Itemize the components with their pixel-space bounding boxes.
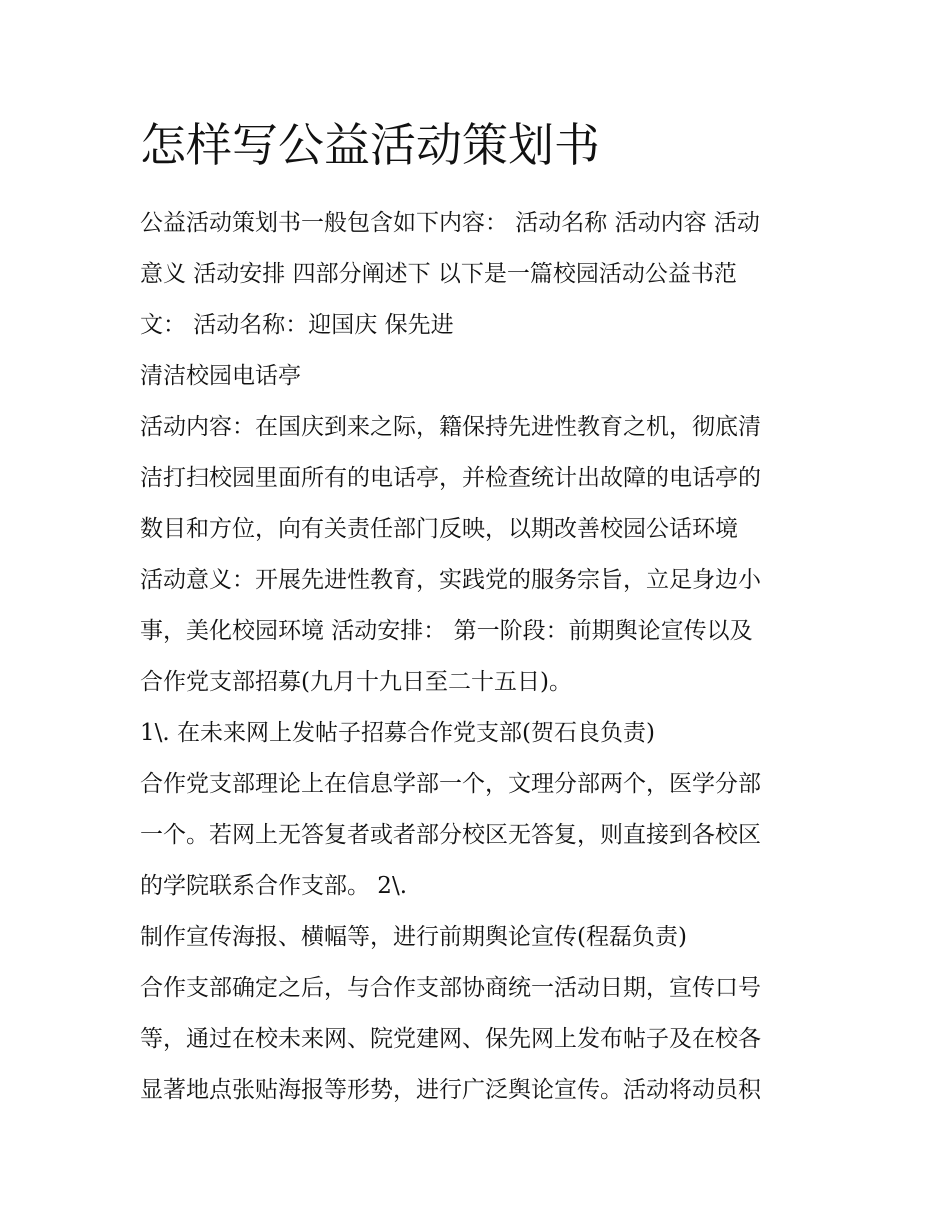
body-line: 显著地点张贴海报等形势，进行广泛舆论宣传。活动将动员积	[140, 1077, 761, 1103]
body-line: 等，通过在校未来网、院党建网、保先网上发布帖子及在校各	[140, 1026, 761, 1052]
body-line: 合作党支部理论上在信息学部一个，文理分部两个，医学分部	[140, 771, 761, 797]
document-body	[140, 198, 820, 1116]
body-line: 公益活动策划书一般包含如下内容： 活动名称 活动内容 活动	[140, 210, 760, 236]
body-line: 数目和方位，向有关责任部门反映，以期改善校园公话环境	[140, 516, 738, 542]
body-line: 1\. 在未来网上发帖子招募合作党支部(贺石良负责)	[140, 720, 655, 746]
body-line: 事，美化校园环境 活动安排： 第一阶段：前期舆论宣传以及	[140, 618, 753, 644]
body-line: 一个。若网上无答复者或者部分校区无答复，则直接到各校区	[140, 822, 761, 848]
body-line: 活动内容：在国庆到来之际，籍保持先进性教育之机，彻底清	[140, 414, 761, 440]
body-line: 意义 活动安排 四部分阐述下 以下是一篇校园活动公益书范	[140, 261, 737, 287]
body-line: 合作支部确定之后，与合作支部协商统一活动日期，宣传口号	[140, 975, 761, 1001]
body-line: 文： 活动名称：迎国庆 保先进	[140, 312, 454, 338]
body-line: 洁打扫校园里面所有的电话亭，并检查统计出故障的电话亭的	[140, 465, 761, 491]
body-line: 活动意义：开展先进性教育，实践党的服务宗旨，立足身边小	[140, 567, 761, 593]
document-title: 怎样写公益活动策划书	[140, 118, 600, 172]
body-line: 清洁校园电话亭	[140, 363, 301, 389]
body-line: 制作宣传海报、横幅等，进行前期舆论宣传(程磊负责)	[140, 924, 687, 950]
body-line: 的学院联系合作支部。 2\.	[140, 873, 408, 899]
body-line: 合作党支部招募(九月十九日至二十五日)。	[140, 669, 572, 695]
